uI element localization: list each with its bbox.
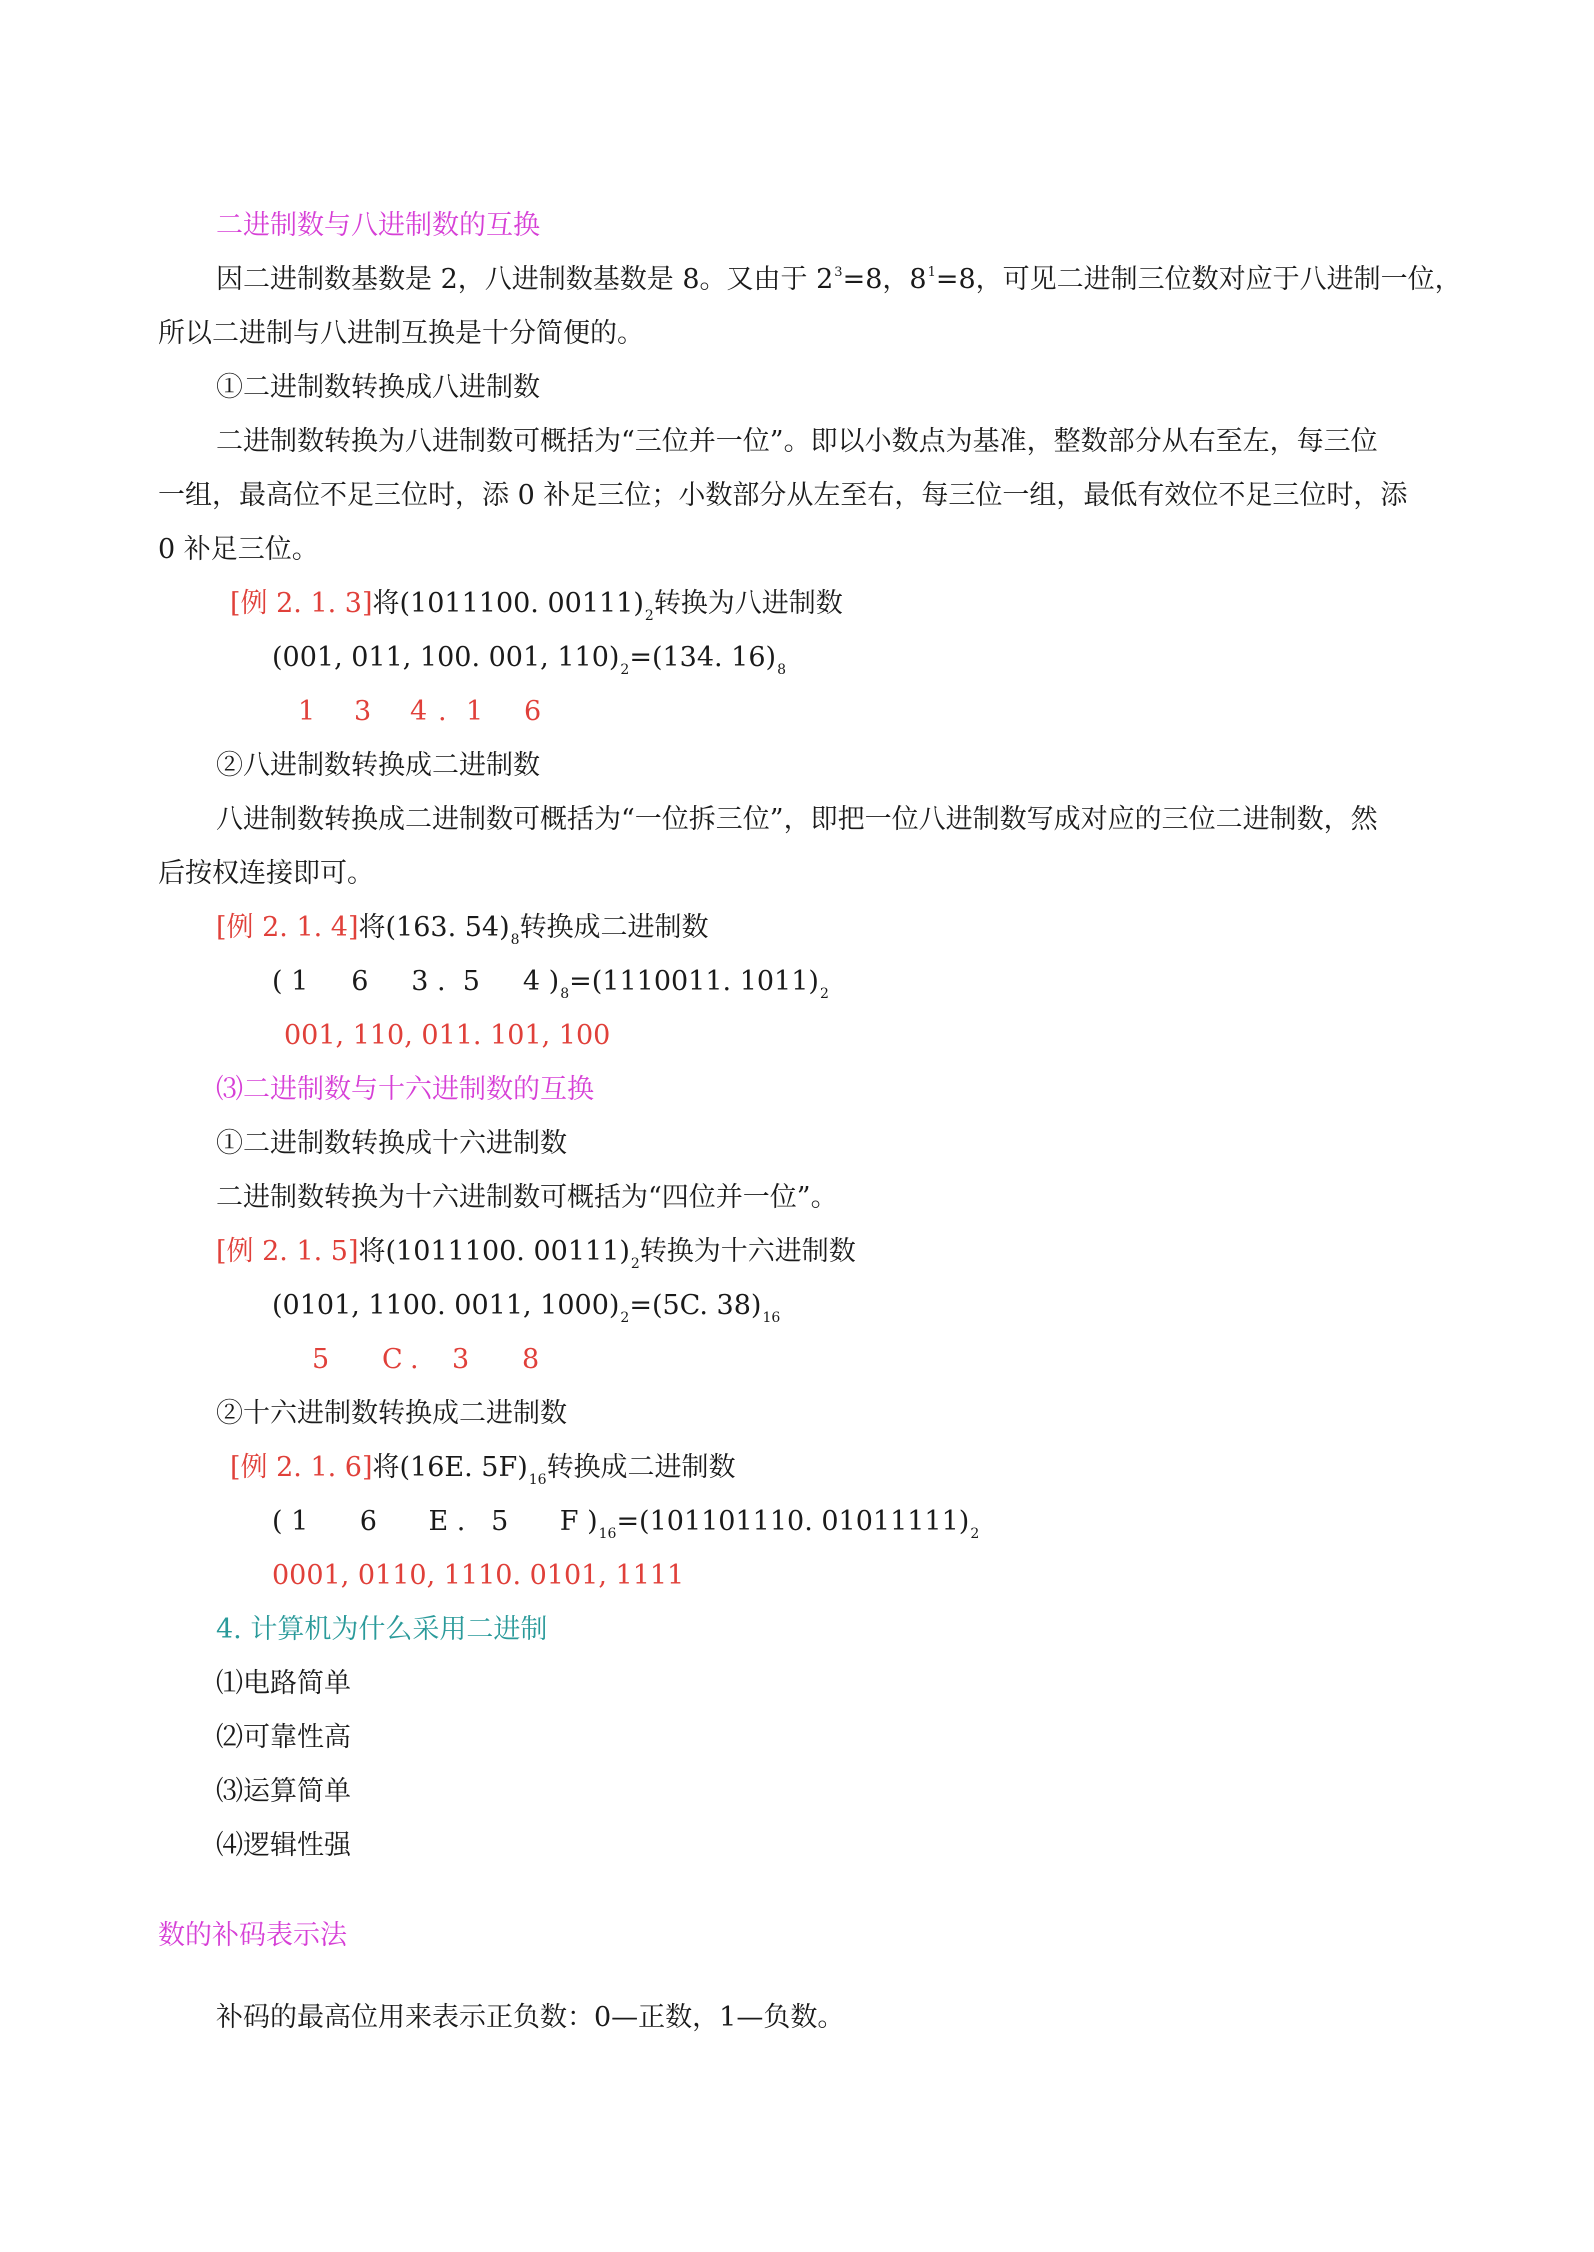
digit: 8 (522, 1344, 540, 1375)
paragraph-bin-to-oct-line3: 0 补足三位。 (158, 534, 319, 565)
example-2-1-4-groups: 001, 110, 011. 101, 100 (284, 1020, 611, 1051)
paragraph-oct-to-bin-line2: 后按权连接即可。 (158, 858, 374, 889)
subheading-hex-to-bin: ②十六进制数转换成二进制数 (216, 1398, 567, 1429)
list-item: ⑷逻辑性强 (216, 1830, 351, 1861)
example-2-1-6: [例 2. 1. 6]将(16E. $5F)_{16}$转换成二进制数 (230, 1452, 736, 1488)
example-2-1-3: [例 2. 1. 3]将(1011100. $00111)_2$转换为八进制数 (230, 588, 843, 624)
list-item: ⑶运算简单 (216, 1776, 351, 1807)
digit: 3 (452, 1344, 470, 1375)
digit: C (382, 1344, 403, 1375)
paragraph-intro-line1: 因二进制数基数是 2，八进制数基数是 8。又由于 $2^3=8$，$8^1=8$，可见二进制三位数对应于八进制一位， (216, 264, 1462, 295)
subheading-bin-to-oct: ①二进制数转换成八进制数 (216, 372, 540, 403)
section-heading-why-binary: 4. 计算机为什么采用二进制 (216, 1614, 548, 1645)
subheading-bin-to-hex: ①二进制数转换成十六进制数 (216, 1128, 567, 1159)
paragraph-bin-to-oct-line1: 二进制数转换为八进制数可概括为“三位并一位”。即以小数点为基准，整数部分从右至左，每三位 (216, 426, 1378, 457)
example-2-1-3-result: (001, 011, 100. 001, $110)_2=(134$. $16)_8$ (272, 642, 786, 678)
digit: 4 (410, 696, 428, 727)
digit: 1 (466, 696, 484, 727)
digit: . (438, 696, 447, 727)
digit: 5 (312, 1344, 330, 1375)
example-tag: [例 2. 1. 3] (230, 588, 373, 619)
digit: 3 (354, 696, 372, 727)
digit: 6 (524, 696, 542, 727)
digit: 1 (298, 696, 316, 727)
section-heading-bin-oct: 二进制数与八进制数的互换 (216, 210, 540, 241)
subheading-oct-to-bin: ②八进制数转换成二进制数 (216, 750, 540, 781)
example-2-1-4-result: ( 1 6 3 . 5 4 )$_8=(1110011$. $1011)_2$ (272, 966, 829, 1002)
example-2-1-5-result: (0101, 1100. 0011, $1000)_2=(5C$. $38)_{16}$ (272, 1290, 781, 1326)
section-heading-bin-hex: ⑶二进制数与十六进制数的互换 (216, 1074, 594, 1105)
example-tag: [例 2. 1. 6] (230, 1452, 373, 1483)
paragraph-bin-to-oct-line2: 一组，最高位不足三位时，添 0 补足三位；小数部分从左至右，每三位一组，最低有效位不足三位时，添 (158, 480, 1408, 511)
digit: . (410, 1344, 419, 1375)
paragraph-complement: 补码的最高位用来表示正负数：0—正数，1—负数。 (216, 2002, 845, 2033)
example-2-1-4: [例 2. 1. 4]将(163. $54)_8$转换成二进制数 (216, 912, 709, 948)
example-tag: [例 2. 1. 5] (216, 1236, 359, 1267)
paragraph-intro-line2: 所以二进制与八进制互换是十分简便的。 (158, 318, 644, 349)
paragraph-oct-to-bin-line1: 八进制数转换成二进制数可概括为“一位拆三位”，即把一位八进制数写成对应的三位二进制数，然 (216, 804, 1378, 835)
example-tag: [例 2. 1. 4] (216, 912, 359, 943)
section-heading-complement: 数的补码表示法 (158, 1920, 347, 1951)
paragraph-bin-to-hex: 二进制数转换为十六进制数可概括为“四位并一位”。 (216, 1182, 838, 1213)
list-item: ⑴电路简单 (216, 1668, 351, 1699)
example-2-1-6-groups: 0001, 0110, 1110. 0101, 1111 (272, 1560, 685, 1591)
example-2-1-5: [例 2. 1. 5]将(1011100. $00111)_2$转换为十六进制数 (216, 1236, 856, 1272)
example-2-1-6-result: ( 1 6 E . 5 F )$_{16}=(101101110$. $01011111)_2$ (272, 1506, 980, 1542)
list-item: ⑵可靠性高 (216, 1722, 351, 1753)
